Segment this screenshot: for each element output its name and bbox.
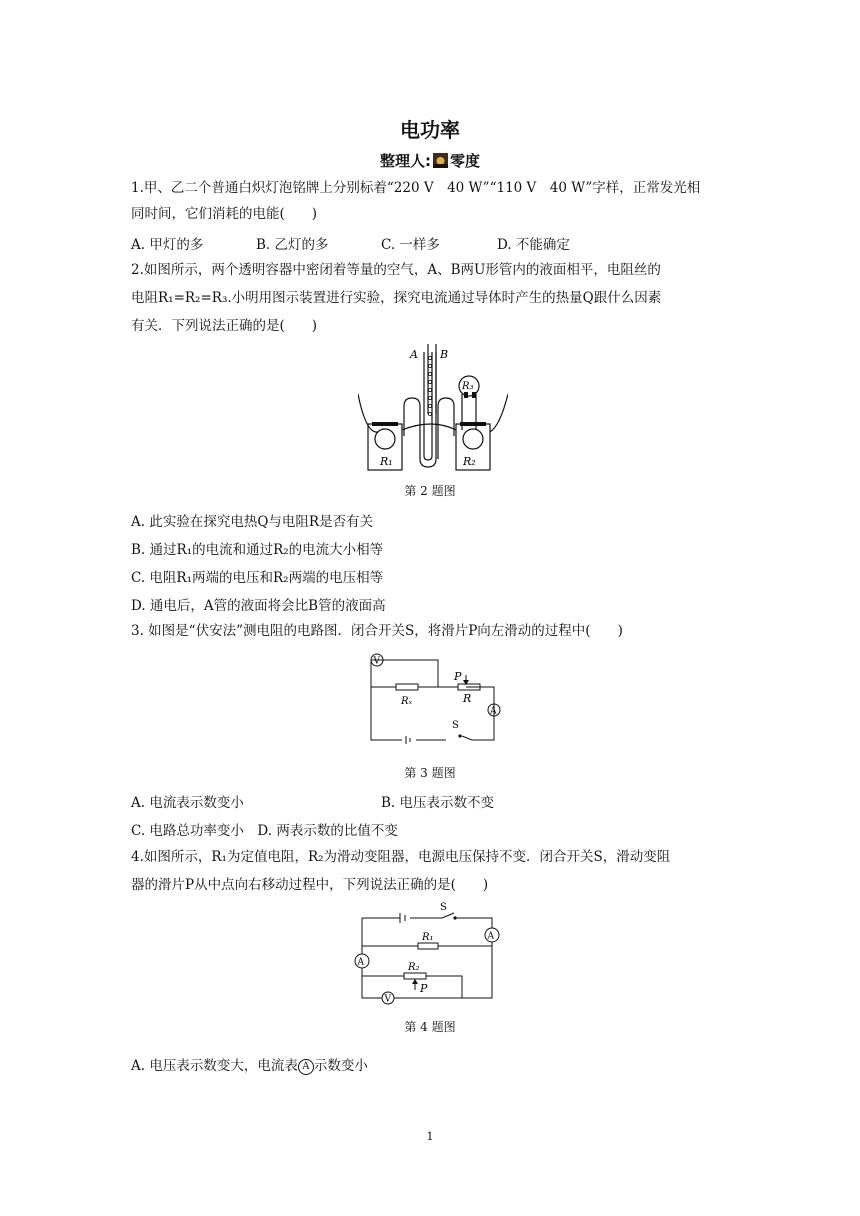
- q2-line-1: 2.如图所示，两个透明容器中密闭着等量的空气，A、B两U形管内的液面相平，电阻丝的: [131, 262, 661, 278]
- q4-resistor-r2: [404, 973, 426, 979]
- q2-line-2: 电阻R₁=R₂=R₃.小明用图示装置进行实验，探究电流通过导体时产生的热量Q跟什么因素: [131, 290, 662, 306]
- q2-option-a: A. 此实验在探究电热Q与电阻R是否有关: [131, 514, 374, 530]
- page-number: 1: [426, 1130, 434, 1143]
- q2-line-3: 有关．下列说法正确的是( ): [131, 318, 318, 334]
- q1-option-d: D. 不能确定: [497, 237, 570, 253]
- compiler-name: 零度: [449, 152, 480, 170]
- q4-option-a-suffix: 示数变小: [313, 1058, 368, 1074]
- q3-label-a: A: [490, 706, 497, 717]
- q4-label-a2: A: [357, 957, 364, 968]
- q1-option-b: B. 乙灯的多: [256, 237, 329, 253]
- q2-option-d: D. 通电后，A管的液面将会比B管的液面高: [131, 598, 386, 614]
- q2-caption: 第 2 题图: [404, 484, 456, 498]
- compiler-prefix: 整理人:: [379, 152, 431, 170]
- q3-option-cd: C. 电路总功率变小 D. 两表示数的比值不变: [131, 823, 398, 839]
- q3-label-s: S: [452, 720, 459, 731]
- q3-label-rx: Rₓ: [401, 696, 413, 707]
- q4-label-r2: R₂: [408, 962, 420, 973]
- q4-caption: 第 4 题图: [404, 1020, 456, 1034]
- q2-label-b: B: [440, 348, 449, 361]
- q1-option-a: A. 甲灯的多: [131, 237, 204, 253]
- q2-option-b: B. 通过R₁的电流和通过R₂的电流大小相等: [131, 542, 384, 558]
- q2-label-r3: R₃: [462, 381, 474, 392]
- q2-label-a: A: [410, 348, 418, 361]
- q3-label-v: V: [373, 656, 380, 667]
- q3-figure: [366, 650, 506, 745]
- q4-figure: [352, 900, 502, 1008]
- q1-option-c: C. 一样多: [381, 237, 440, 253]
- q4-option-a-meter-icon: [298, 1059, 314, 1075]
- q2-figure: [358, 344, 508, 472]
- q4-label-r1: R₁: [422, 932, 434, 943]
- q2-label-r1: R₁: [380, 455, 393, 468]
- compiler-line: [0, 150, 860, 171]
- q4-option-a: [131, 1054, 368, 1075]
- q2-option-c: C. 电阻R₁两端的电压和R₂两端的电压相等: [131, 570, 384, 586]
- q3-line-1: 3. 如图是“伏安法”测电阻的电路图．闭合开关S，将滑片P向左滑动的过程中( ): [131, 623, 623, 639]
- q4-line-2: 器的滑片P从中点向右移动过程中，下列说法正确的是( ): [131, 877, 489, 893]
- q1-line-2: 同时间，它们消耗的电能( ): [131, 206, 318, 222]
- q4-option-a-meter-label: A: [302, 1061, 310, 1072]
- q2-label-r2: R₂: [463, 455, 476, 468]
- compiler-logo-icon: [433, 153, 448, 168]
- page-title: 电功率: [400, 118, 460, 142]
- q3-option-a: A. 电流表示数变小: [131, 795, 244, 811]
- q3-option-b: B. 电压表示数不变: [381, 795, 495, 811]
- q4-label-p: P: [420, 982, 428, 995]
- q4-line-1: 4.如图所示，R₁为定值电阻，R₂为滑动变阻器，电源电压保持不变．闭合开关S，滑动变阻: [131, 849, 671, 865]
- q4-label-a1: A: [487, 931, 494, 942]
- q4-label-v: V: [384, 994, 391, 1005]
- q4-option-a-prefix: A. 电压表示数变大，电流表: [131, 1058, 298, 1074]
- q3-resistor-rx: [396, 684, 418, 690]
- q4-resistor-r1: [418, 943, 438, 949]
- q1-line-1: 1.甲、乙二个普通白炽灯泡铭牌上分别标着“220 V 40 W”“110 V 40 W”字样，正常发光相: [131, 180, 701, 196]
- q3-caption: 第 3 题图: [404, 766, 456, 780]
- q3-label-r: R: [463, 692, 472, 705]
- q4-label-s: S: [440, 902, 447, 913]
- q3-label-p: P: [454, 670, 462, 683]
